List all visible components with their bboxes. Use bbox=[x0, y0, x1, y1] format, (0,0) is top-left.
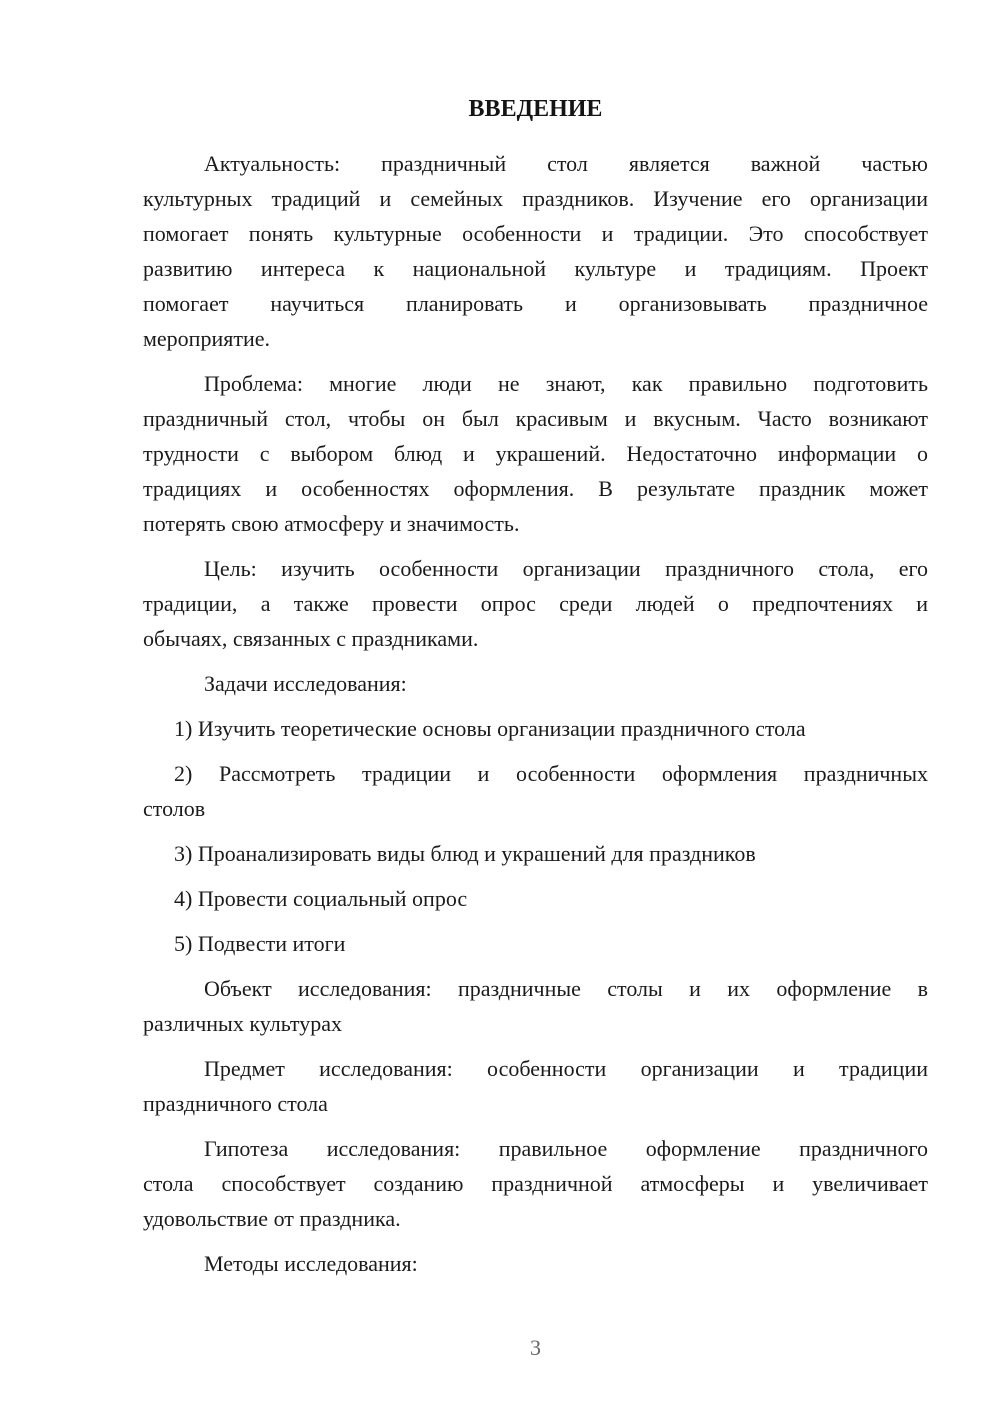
list-item bbox=[143, 926, 928, 961]
text-line: Методы исследования: bbox=[204, 1251, 418, 1276]
paragraph bbox=[143, 146, 928, 356]
text-line: культурных традиций и семейных праздников. Изучение его организации bbox=[143, 186, 928, 211]
text-line: праздничного стола bbox=[143, 1091, 328, 1116]
text-line: праздничный стол, чтобы он был красивым и вкусным. Часто возникают bbox=[143, 406, 928, 431]
page-title: ВВЕДЕНИЕ bbox=[468, 96, 603, 122]
document-content bbox=[143, 92, 928, 1281]
text-line: удовольствие от праздника. bbox=[143, 1206, 401, 1231]
text-line: 4) Провести социальный опрос bbox=[174, 886, 468, 911]
text-line: Задачи исследования: bbox=[204, 671, 407, 696]
paragraph bbox=[143, 366, 928, 541]
paragraph bbox=[143, 666, 928, 701]
page-number: 3 bbox=[530, 1335, 541, 1360]
text-line: 5) Подвести итоги bbox=[174, 931, 346, 956]
paragraph bbox=[143, 1051, 928, 1121]
text-line: стола способствует созданию праздничной атмосферы и увеличивает bbox=[143, 1171, 928, 1196]
list-item bbox=[143, 756, 928, 826]
page-footer bbox=[143, 1330, 928, 1365]
list-item bbox=[143, 881, 928, 916]
text-line: трудности с выбором блюд и украшений. Недостаточно информации о bbox=[143, 441, 928, 466]
text-line: традиции, а также провести опрос среди людей о предпочтениях и bbox=[143, 591, 928, 616]
text-line: различных культурах bbox=[143, 1011, 342, 1036]
text-line: Проблема: многие люди не знают, как правильно подготовить bbox=[204, 371, 928, 396]
text-line: столов bbox=[143, 796, 206, 821]
text-line: Гипотеза исследования: правильное оформление праздничного bbox=[204, 1136, 928, 1161]
text-line: 1) Изучить теоретические основы организации праздничного стола bbox=[174, 716, 806, 741]
text-line: 2) Рассмотреть традиции и особенности оформления праздничных bbox=[174, 761, 928, 786]
text-line: традициях и особенностях оформления. В результате праздник может bbox=[143, 476, 928, 501]
text-line: потерять свою атмосферу и значимость. bbox=[143, 511, 520, 536]
list-item bbox=[143, 711, 928, 746]
text-line: Цель: изучить особенности организации праздничного стола, его bbox=[204, 556, 928, 581]
paragraph bbox=[143, 1131, 928, 1236]
text-line: помогает понять культурные особенности и традиции. Это способствует bbox=[143, 221, 928, 246]
text-line: мероприятие. bbox=[143, 326, 271, 351]
paragraph bbox=[143, 1246, 928, 1281]
paragraph bbox=[143, 551, 928, 656]
document-body bbox=[143, 146, 928, 1281]
text-line: Объект исследования: праздничные столы и их оформление в bbox=[204, 976, 928, 1001]
text-line: Предмет исследования: особенности организации и традиции bbox=[204, 1056, 928, 1081]
text-line: Актуальность: праздничный стол является важной частью bbox=[204, 151, 928, 176]
list-item bbox=[143, 836, 928, 871]
text-line: обычаях, связанных с праздниками. bbox=[143, 626, 479, 651]
text-line: 3) Проанализировать виды блюд и украшений для праздников bbox=[174, 841, 756, 866]
paragraph bbox=[143, 971, 928, 1041]
text-line: помогает научиться планировать и организовывать праздничное bbox=[143, 291, 928, 316]
text-line: развитию интереса к национальной культуре и традициям. Проект bbox=[143, 256, 928, 281]
